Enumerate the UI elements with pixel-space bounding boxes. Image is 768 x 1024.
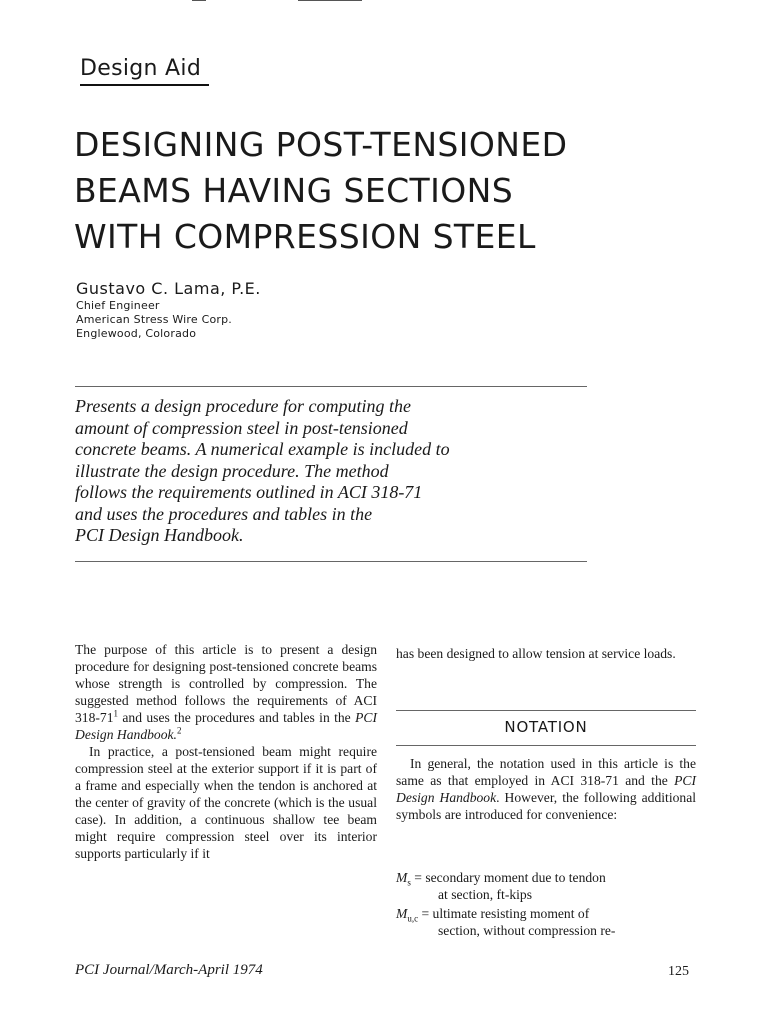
notation-subscript: u,c: [407, 913, 419, 924]
abstract-line: PCI Design Handbook.: [75, 525, 244, 545]
notation-intro: [396, 755, 696, 823]
reference-marker: 1: [113, 708, 119, 719]
intro-paragraph: [75, 641, 377, 743]
article-title: [74, 122, 694, 260]
abstract-bottom-rule: [75, 561, 587, 562]
handbook-title: PCI Design Handbook: [396, 773, 696, 805]
abstract-line: follows the requirements outlined in ACI 318-71: [75, 482, 423, 502]
section-label: Design Aid: [80, 56, 209, 86]
author-position: Chief Engineer: [76, 299, 160, 312]
notation-subscript: s: [407, 877, 411, 888]
intro-text: The purpose of this article is to present a design procedure for designing post-tensioned concrete beams whose strength is controlled by compression. The suggested method follows the requirements of ACI 318-71: [75, 642, 377, 725]
intro-text-mid: and uses the procedures and tables in the: [118, 710, 356, 725]
practice-paragraph: In practice, a post-tensioned beam might require compression steel at the exterior support if it is part of a frame and especially when the tendon is anchored at the center of gravity of the concrete (which is the usual case). In addition, a continuous shallow tee beam might require compression steel over its interior supports particularly if it: [75, 744, 377, 861]
notation-intro-text-end: . However, the following additional symbols are introduced for convenience:: [396, 790, 697, 822]
notation-continuation: section, without compression re-: [438, 923, 616, 938]
notation-item-ms: [396, 869, 696, 903]
notation-bottom-rule: [396, 745, 696, 746]
title-line: DESIGNING POST-TENSIONED: [74, 125, 568, 164]
abstract-line: Presents a design procedure for computing the: [75, 396, 411, 416]
notation-intro-text: In general, the notation used in this article is the same as that employed in ACI 318-71 and the: [396, 756, 696, 788]
abstract-line: concrete beams. A numerical example is included to: [75, 439, 450, 459]
notation-heading: NOTATION: [504, 718, 588, 736]
abstract-line: illustrate the design procedure. The method: [75, 460, 389, 481]
body-left-column: [75, 641, 377, 862]
reference-marker: 2: [176, 725, 182, 736]
title-line: BEAMS HAVING SECTIONS: [74, 171, 514, 210]
handbook-title: PCI Design Handbook.: [75, 710, 377, 742]
title-line: WITH COMPRESSION STEEL: [74, 217, 536, 256]
author-name: Gustavo C. Lama, P.E.: [76, 279, 261, 298]
notation-symbol: M: [396, 906, 408, 921]
abstract-line: and uses the procedures and tables in the: [75, 503, 373, 524]
notation-definition: = ultimate resisting moment of: [421, 906, 590, 921]
notation-symbol: M: [396, 870, 408, 885]
notation-intro-paragraph: [396, 755, 696, 823]
top-scan-line: [192, 0, 206, 1]
notation-top-rule: [396, 710, 696, 711]
notation-continuation: at section, ft-kips: [438, 887, 533, 902]
abstract-top-rule: [75, 386, 587, 387]
notation-item-muc: [396, 905, 696, 939]
notation-definition: = secondary moment due to tendon: [414, 870, 606, 885]
footer-journal: PCI Journal/March-April 1974: [75, 962, 263, 978]
top-scan-line: [298, 0, 362, 1]
author-location: Englewood, Colorado: [76, 327, 197, 340]
body-right-top: has been designed to allow tension at service loads.: [396, 646, 676, 661]
abstract: [75, 396, 595, 547]
page-number: 125: [668, 964, 689, 979]
author-company: American Stress Wire Corp.: [76, 313, 232, 326]
abstract-line: amount of compression steel in post-tensioned: [75, 417, 408, 438]
